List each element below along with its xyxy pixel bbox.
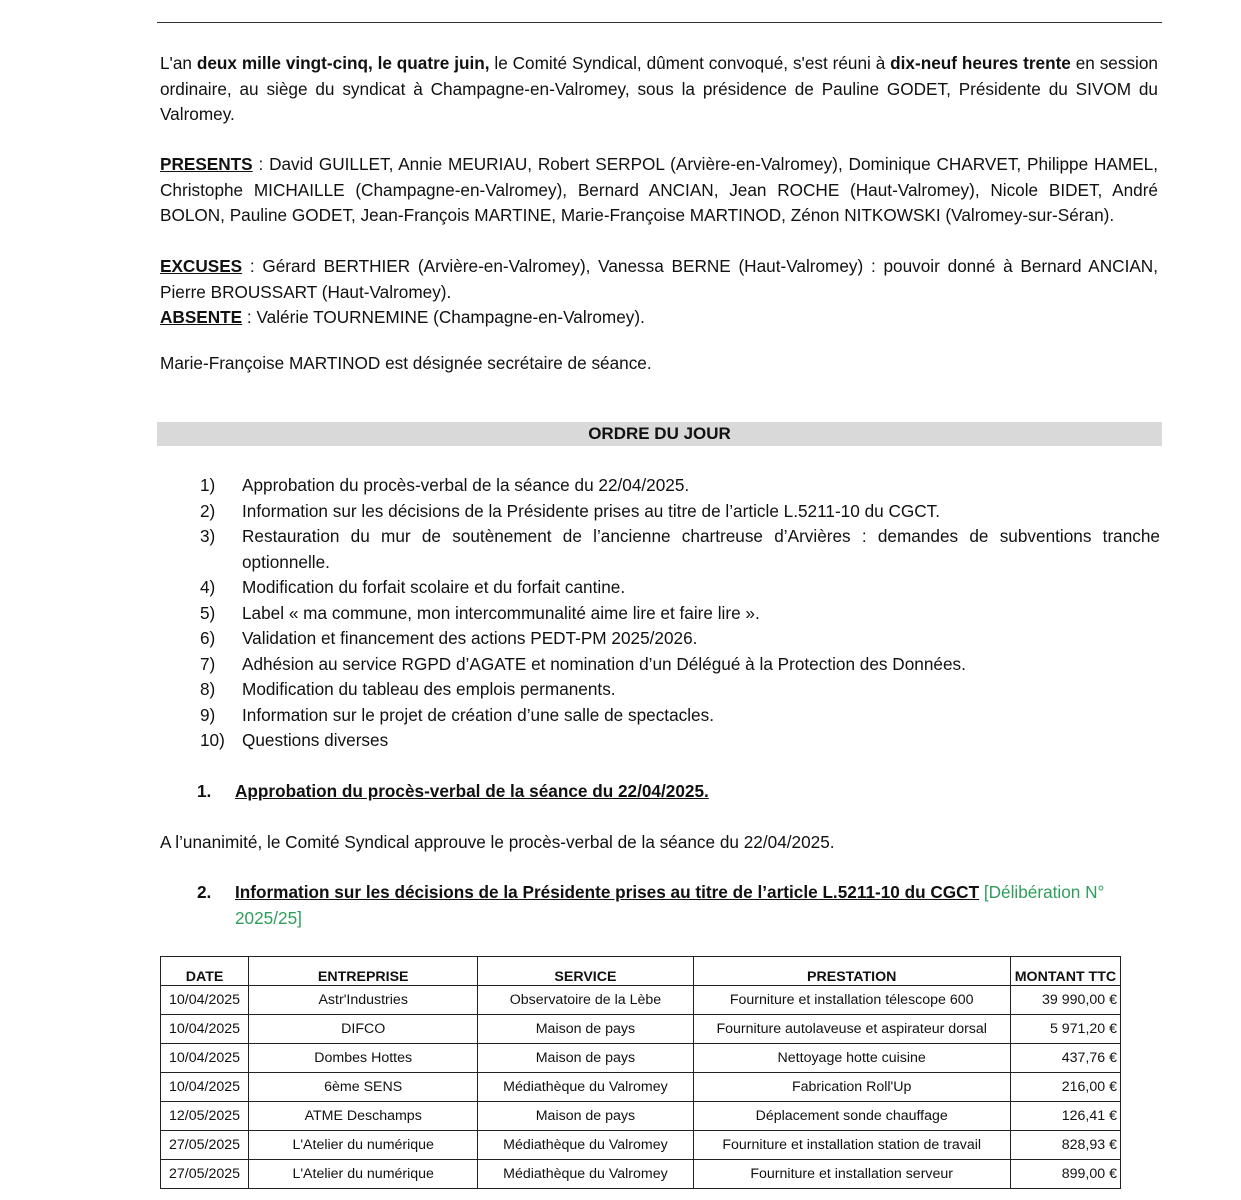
section-1-body: A l’unanimité, le Comité Syndical approuve le procès-verbal de la séance du 22/04/2025.	[160, 832, 835, 852]
excuses-label: EXCUSES	[160, 256, 243, 276]
intro-date: deux mille vingt-cinq, le quatre juin,	[196, 53, 490, 73]
cell-entreprise: L'Atelier du numérique	[249, 1131, 478, 1160]
table-row	[161, 1044, 1121, 1073]
section-2-heading	[197, 880, 1159, 931]
intro-text: en session ordinaire, au siège du syndicat à Champagne-en-Valromey, sous la présidence de Pauline GODET, Présidente du SIVOM du Valromey.	[160, 53, 1158, 125]
excuses-list: : Gérard BERTHIER (Arvière-en-Valromey), Vanessa BERNE (Haut-Valromey) : pouvoir donné à Bernard ANCIAN, Pierre BROUSSART (Haut-Valromey).	[160, 256, 1158, 302]
agenda-item	[200, 626, 1160, 652]
cell-entreprise: ATME Deschamps	[249, 1102, 478, 1131]
agenda-item-number: 1)	[200, 475, 216, 495]
presents-list: : David GUILLET, Annie MEURIAU, Robert SERPOL (Arvière-en-Valromey), Dominique CHARVET, Philippe HAMEL, Christophe MICHAILLE (Champagne-en-Valromey), Bernard ANCIAN, Jean ROCHE (Haut-Valromey), Nicole BIDET, André BOLON, Pauline GODET, Jean-François MARTINE, Marie-Françoise MARTINOD, Zénon NITKOWSKI (Valromey-sur-Séran).	[160, 154, 1158, 226]
table-row	[161, 986, 1121, 1015]
intro-text: L'an	[160, 53, 197, 73]
cell-date: 10/04/2025	[161, 1044, 249, 1073]
agenda-item-text: Modification du forfait scolaire et du forfait cantine.	[242, 577, 626, 597]
agenda-item	[200, 524, 1160, 575]
cell-entreprise: L'Atelier du numérique	[249, 1160, 478, 1189]
agenda-item-number: 8)	[200, 679, 216, 699]
cell-prestation: Fourniture et installation serveur	[693, 1160, 1010, 1189]
section-title: Information sur les décisions de la Présidente prises au titre de l’article L.5211-10 du CGCT	[235, 882, 980, 902]
agenda-item	[200, 575, 1160, 601]
absente-list: : Valérie TOURNEMINE (Champagne-en-Valromey).	[242, 307, 645, 327]
cell-service: Maison de pays	[478, 1015, 693, 1044]
cell-montant: 899,00 €	[1010, 1160, 1120, 1189]
agenda-item-number: 10)	[200, 730, 225, 750]
header-montant: MONTANT TTC	[1010, 957, 1120, 986]
section-number: 1.	[197, 781, 212, 801]
header-rule	[157, 22, 1162, 23]
cell-montant: 216,00 €	[1010, 1073, 1120, 1102]
agenda-item	[200, 728, 1160, 754]
cell-entreprise: DIFCO	[249, 1015, 478, 1044]
agenda-item-text: Questions diverses	[242, 730, 389, 750]
header-entreprise: ENTREPRISE	[249, 957, 478, 986]
table-row	[161, 1015, 1121, 1044]
header-service: SERVICE	[478, 957, 693, 986]
cell-montant: 437,76 €	[1010, 1044, 1120, 1073]
agenda-item-number: 9)	[200, 704, 216, 725]
agenda-item-number: 3)	[200, 526, 216, 546]
cell-service: Observatoire de la Lèbe	[478, 986, 693, 1015]
cell-service: Médiathèque du Valromey	[478, 1131, 693, 1160]
agenda-item-text: Validation et financement des actions PEDT-PM 2025/2026.	[242, 628, 698, 648]
cell-prestation: Nettoyage hotte cuisine	[693, 1044, 1010, 1073]
cell-prestation: Fourniture et installation télescope 600	[693, 986, 1010, 1015]
presents-paragraph	[160, 152, 1158, 229]
cell-service: Médiathèque du Valromey	[478, 1073, 693, 1102]
agenda-item-text: Label « ma commune, mon intercommunalité aime lire et faire lire ».	[242, 602, 760, 623]
header-prestation: PRESTATION	[693, 957, 1010, 986]
section-title: Approbation du procès-verbal de la séance du 22/04/2025.	[235, 781, 709, 801]
agenda-item	[200, 601, 1160, 627]
section-1-heading	[197, 779, 709, 805]
cell-montant: 828,93 €	[1010, 1131, 1120, 1160]
table-row	[161, 1102, 1121, 1131]
cell-date: 10/04/2025	[161, 1073, 249, 1102]
secretary-line: Marie-Françoise MARTINOD est désignée secrétaire de séance.	[160, 353, 652, 373]
agenda-item-number: 2)	[200, 500, 216, 521]
cell-service: Maison de pays	[478, 1102, 693, 1131]
cell-prestation: Fourniture autolaveuse et aspirateur dorsal	[693, 1015, 1010, 1044]
cell-entreprise: Astr'Industries	[249, 986, 478, 1015]
cell-montant: 5 971,20 €	[1010, 1015, 1120, 1044]
cell-date: 10/04/2025	[161, 986, 249, 1015]
agenda-list	[200, 473, 1160, 754]
table-row	[161, 1160, 1121, 1189]
cell-montant: 126,41 €	[1010, 1102, 1120, 1131]
agenda-item	[200, 473, 1160, 499]
absente-label: ABSENTE	[160, 307, 243, 327]
intro-text: le Comité Syndical, dûment convoqué, s'est réuni à	[489, 53, 891, 73]
cell-prestation: Déplacement sonde chauffage	[693, 1102, 1010, 1131]
cell-date: 27/05/2025	[161, 1131, 249, 1160]
header-date: DATE	[161, 957, 249, 986]
agenda-item-text: Modification du tableau des emplois permanents.	[242, 679, 616, 699]
cell-date: 27/05/2025	[161, 1160, 249, 1189]
agenda-item-number: 4)	[200, 577, 216, 597]
cell-entreprise: 6ème SENS	[249, 1073, 478, 1102]
table-header-row	[161, 957, 1121, 986]
cell-entreprise: Dombes Hottes	[249, 1044, 478, 1073]
intro-paragraph	[160, 51, 1158, 128]
table-row	[161, 1073, 1121, 1102]
agenda-item	[200, 677, 1160, 703]
cell-date: 12/05/2025	[161, 1102, 249, 1131]
cell-date: 10/04/2025	[161, 1015, 249, 1044]
absente-paragraph	[160, 305, 1158, 331]
agenda-title: ORDRE DU JOUR	[157, 422, 1162, 446]
cell-service: Maison de pays	[478, 1044, 693, 1073]
agenda-item-number: 6)	[200, 628, 216, 648]
agenda-item	[200, 499, 1160, 525]
agenda-item-text: Restauration du mur de soutènement de l’ancienne chartreuse d’Arvières : demandes de subventions tranche optionnelle.	[242, 526, 1160, 572]
decisions-table	[160, 956, 1121, 1189]
presents-label: PRESENTS	[160, 154, 253, 174]
agenda-item-text: Approbation du procès-verbal de la séance du 22/04/2025.	[242, 475, 690, 495]
cell-prestation: Fabrication Roll'Up	[693, 1073, 1010, 1102]
excuses-paragraph	[160, 254, 1158, 305]
cell-prestation: Fourniture et installation station de travail	[693, 1131, 1010, 1160]
agenda-item	[200, 703, 1160, 729]
cell-service: Médiathèque du Valromey	[478, 1160, 693, 1189]
intro-time: dix-neuf heures trente	[890, 53, 1071, 73]
agenda-item-text: Information sur le projet de création d’une salle de spectacles.	[242, 704, 714, 725]
section-number: 2.	[197, 882, 212, 902]
agenda-item-number: 5)	[200, 602, 216, 623]
deliberation-reference: [Délibération N° 2025/25]	[235, 882, 1105, 928]
agenda-item	[200, 652, 1160, 678]
table-row	[161, 1131, 1121, 1160]
agenda-item-text: Information sur les décisions de la Présidente prises au titre de l’article L.5211-10 du CGCT.	[242, 500, 941, 521]
agenda-item-text: Adhésion au service RGPD d’AGATE et nomination d’un Délégué à la Protection des Données.	[242, 653, 966, 674]
cell-montant: 39 990,00 €	[1010, 986, 1120, 1015]
agenda-item-number: 7)	[200, 653, 216, 674]
